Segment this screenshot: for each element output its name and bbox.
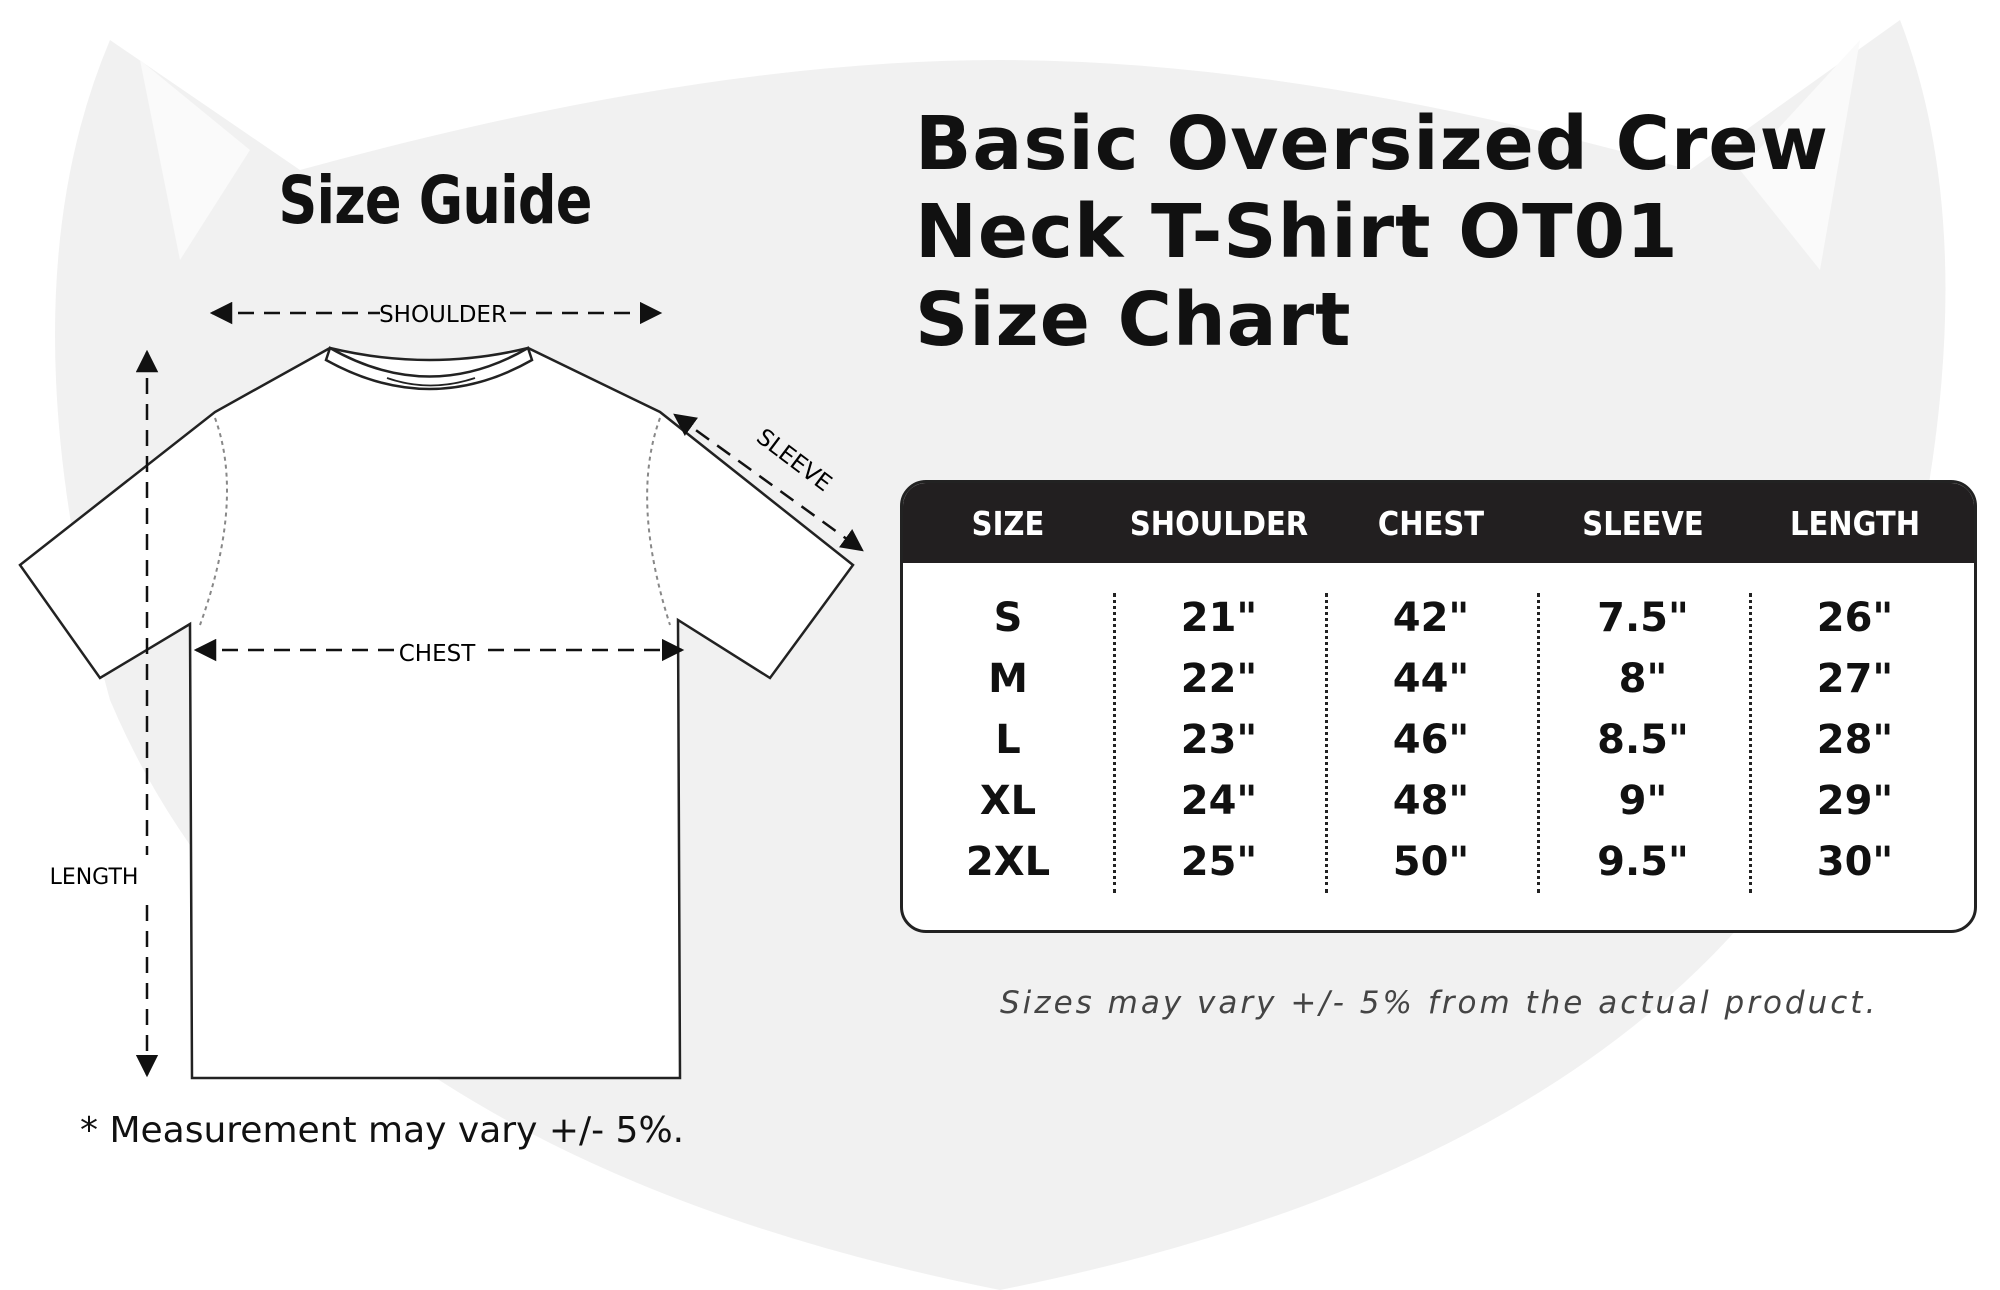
header-chest: CHEST	[1377, 503, 1485, 543]
table-cell: 50"	[1392, 839, 1470, 885]
product-title-line-2: Neck T-Shirt OT01	[915, 189, 1679, 275]
table-cell: 44"	[1392, 656, 1470, 702]
length-column	[1749, 588, 1961, 893]
table-header	[903, 483, 1974, 563]
chest-column	[1325, 588, 1537, 893]
column-divider	[1325, 593, 1328, 893]
table-cell: 25"	[1180, 839, 1258, 885]
header-length: LENGTH	[1789, 503, 1921, 543]
table-body	[903, 563, 1974, 893]
table-cell: 7.5"	[1597, 595, 1689, 641]
size-guide-title: Size Guide	[278, 162, 592, 239]
table-cell: 9.5"	[1597, 839, 1689, 885]
column-divider	[1113, 593, 1116, 893]
table-cell: 26"	[1816, 595, 1894, 641]
measurement-note: * Measurement may vary +/- 5%.	[80, 1110, 685, 1151]
table-cell: 42"	[1392, 595, 1470, 641]
product-title-line-1: Basic Oversized Crew	[915, 101, 1829, 187]
size-column	[903, 588, 1113, 893]
table-cell: 22"	[1180, 656, 1258, 702]
header-sleeve: SLEEVE	[1582, 503, 1704, 543]
size-variance-note: Sizes may vary +/- 5% from the actual product.	[1000, 985, 1879, 1021]
tshirt-outline	[20, 348, 853, 1078]
table-cell: 46"	[1392, 717, 1470, 763]
column-divider	[1537, 593, 1540, 893]
table-cell: 29"	[1816, 778, 1894, 824]
shoulder-column	[1113, 588, 1325, 893]
table-cell: 8.5"	[1597, 717, 1689, 763]
table-cell: 24"	[1180, 778, 1258, 824]
table-cell: 48"	[1392, 778, 1470, 824]
tshirt-diagram	[0, 280, 880, 1110]
table-cell: XL	[979, 778, 1037, 824]
column-divider	[1749, 593, 1752, 893]
header-shoulder: SHOULDER	[1129, 503, 1309, 543]
sleeve-column	[1537, 588, 1749, 893]
table-cell: 2XL	[965, 839, 1051, 885]
sleeve-label: SLEEVE	[751, 424, 837, 497]
table-cell: 27"	[1816, 656, 1894, 702]
table-cell: 8"	[1618, 656, 1668, 702]
size-chart-table	[900, 480, 1977, 933]
chest-label: CHEST	[398, 641, 476, 667]
table-cell: 30"	[1816, 839, 1894, 885]
table-cell: S	[993, 595, 1023, 641]
product-title-line-3: Size Chart	[915, 277, 1352, 363]
table-cell: 28"	[1816, 717, 1894, 763]
table-cell: 21"	[1180, 595, 1258, 641]
table-cell: 23"	[1180, 717, 1258, 763]
table-cell: 9"	[1618, 778, 1668, 824]
header-size: SIZE	[971, 503, 1045, 543]
length-label: LENGTH	[49, 865, 139, 890]
table-cell: M	[988, 656, 1028, 702]
product-title	[915, 100, 1915, 364]
table-cell: L	[995, 717, 1021, 763]
shoulder-label: SHOULDER	[379, 302, 507, 328]
